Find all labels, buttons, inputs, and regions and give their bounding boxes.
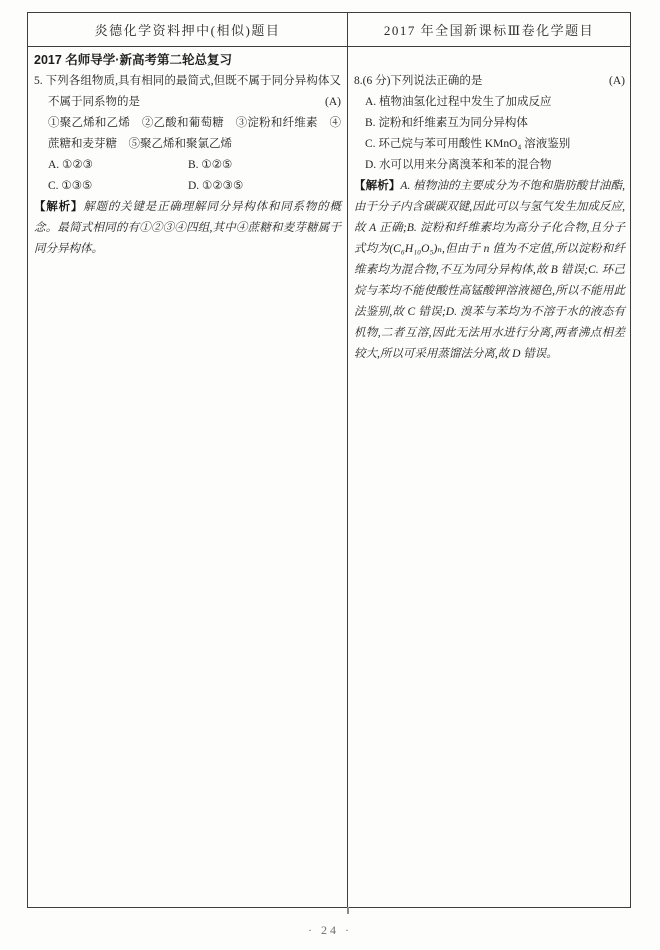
- header-cell-exam: [348, 13, 630, 46]
- question-5-number: 5.: [34, 75, 43, 87]
- option-b: B. ①②⑤: [188, 159, 233, 171]
- analysis-label: 【解析】: [354, 180, 401, 192]
- option-d: D. ①②③⑤: [188, 180, 244, 192]
- question-8-stem: [354, 71, 625, 92]
- option-a: A. 植物油氢化过程中发生了加成反应: [365, 96, 552, 108]
- option-b: B. 淀粉和纤维素互为同分异构体: [365, 117, 528, 129]
- analysis-text: A. 植物油的主要成分为不饱和脂肪酸甘油酯,由于分子内含碳碳双键,因此可以与氢气发生加成反应,故 A 正确;B. 淀粉和纤维素均为高分子化合物,且分子式均为(C₆H₁₀O₅)ₙ,但由于 n 值为不定值,所以淀粉和纤维素均为混合物,不互为同分异构体,故 B 错误;C. 环己烷与苯均不能使酸性高锰酸钾溶液褪色,所以不能用此法鉴别,故 C 错误;D. 溴苯与苯均为不溶于水的液态有机物,二者互溶,因此无法用水进行分离,两者沸点相差较大,所以可采用蒸馏法分离,故 D 错误。: [354, 180, 626, 360]
- analysis-label: 【解析】: [34, 201, 84, 213]
- page-number: · 24 ·: [308, 923, 352, 937]
- header-cell-source: [28, 13, 348, 46]
- question-8: [354, 71, 625, 176]
- question-5: [34, 71, 341, 197]
- question-8-answer: (A): [609, 75, 625, 87]
- option-d: D. 水可以用来分离溴苯和苯的混合物: [365, 159, 552, 171]
- question-5-answer: (A): [325, 96, 341, 108]
- option-c: C. 环己烷与苯可用酸性 KMnO₄ 溶液鉴别: [365, 138, 571, 150]
- question-5-item-list: ①聚乙烯和乙烯 ②乙酸和葡萄糖 ③淀粉和纤维素 ④蔗糖和麦芽糖 ⑤聚乙烯和聚氯乙烯: [48, 117, 341, 150]
- left-column-source-question: [28, 47, 348, 907]
- analysis-text: 解题的关键是正确理解同分异构体和同系物的概念。最简式相同的有①②③④四组,其中④蔗糖和麦芽糖属于同分异构体。: [34, 201, 341, 255]
- question-5-options: [34, 155, 341, 197]
- option-a: A. ①②③: [48, 159, 93, 171]
- right-column-exam-question: [348, 47, 630, 907]
- table-header-row: [28, 13, 630, 47]
- source-material-title: 炎德化学资料押中(相似)题目: [94, 23, 281, 38]
- option-c: C. ①③⑤: [48, 180, 93, 192]
- question-8-number: 8.: [354, 75, 363, 87]
- exam-paper-title: 2017 年全国新课标Ⅲ卷化学题目: [383, 23, 595, 38]
- table-body-row: [28, 47, 630, 907]
- question-8-analysis: [354, 176, 625, 365]
- question-5-stem: [34, 71, 341, 113]
- series-title: 2017 名师导学·新高考第二轮总复习: [34, 53, 232, 67]
- question-5-analysis: [34, 197, 341, 260]
- question-8-stem-text: (6 分)下列说法正确的是: [362, 75, 483, 87]
- question-5-stem-text: 下列各组物质,具有相同的最简式,但既不属于同分异构体又不属于同系物的是: [45, 75, 342, 108]
- question-comparison-table: [27, 12, 631, 908]
- question-8-options: [354, 92, 625, 176]
